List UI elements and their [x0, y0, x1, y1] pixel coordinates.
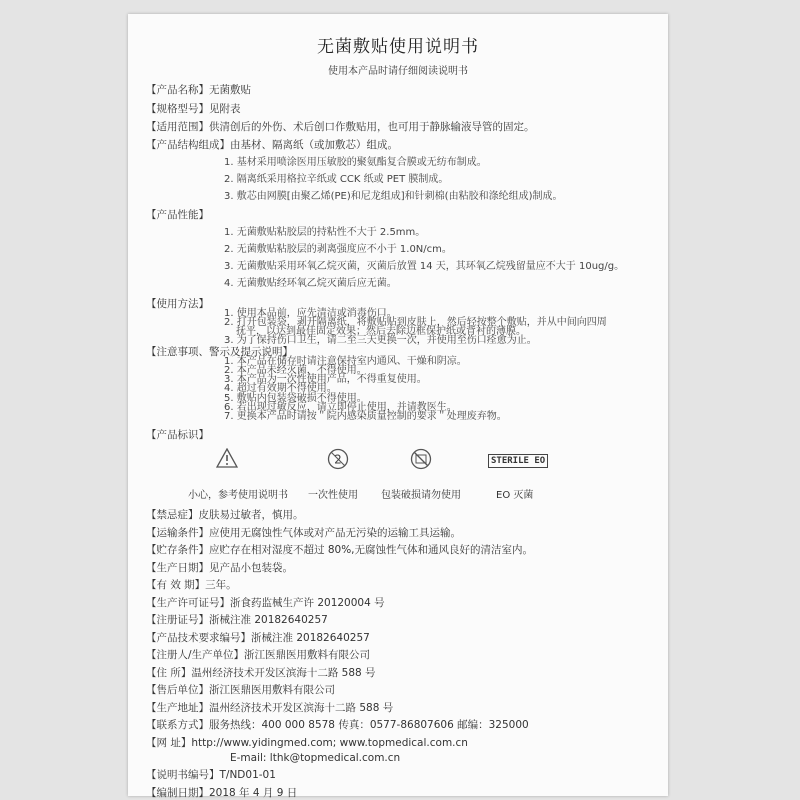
line-validity: 【有 效 期】三年。 [146, 579, 237, 591]
line-contraindication: 【禁忌症】皮肤易过敏者，慎用。 [146, 509, 304, 521]
line-use-2a: 2. 打开包装袋，剥开隔离纸，将敷贴贴到皮肤上，然后轻按整个敷贴，并从中间向四周 [224, 317, 607, 328]
caution-label: 小心，参考使用说明书 [188, 490, 288, 501]
line-notes: 【注意事项、警示及提示说明】 [146, 346, 293, 358]
line-note-6: 6. 若出现过敏反应，请立即停止使用，并请教医生。 [224, 402, 457, 413]
single-use-label: 一次性使用 [308, 490, 358, 501]
line-note-3: 3. 本产品为一次性使用产品，不得重复使用。 [224, 374, 427, 385]
line-structure: 【产品结构组成】由基材、隔离纸（或加敷芯）组成。 [146, 139, 398, 151]
line-compiled-date: 【编制日期】2018 年 4 月 9 日 [146, 787, 298, 799]
line-storage: 【贮存条件】应贮存在相对湿度不超过 80%,无腐蚀性气体和通风良好的清洁室内。 [146, 544, 534, 556]
line-perf-4: 4. 无菌敷贴经环氧乙烷灭菌后应无菌。 [224, 278, 397, 289]
line-production-address: 【生产地址】温州经济技术开发区滨海十二路 588 号 [146, 701, 394, 714]
line-email: E-mail: lthk@topmedical.com.cn [230, 751, 401, 764]
line-production-date: 【生产日期】见产品小包装袋。 [146, 561, 293, 574]
line-usage: 【使用方法】 [146, 298, 209, 310]
line-scope: 【适用范围】供清创后的外伤、术后创口作敷贴用，也可用于静脉输液导管的固定。 [146, 121, 535, 133]
line-perf-1: 1. 无菌敷贴粘胶层的持粘性不大于 2.5mm。 [224, 227, 426, 238]
line-transport: 【运输条件】应使用无腐蚀性气体或对产品无污染的运输工具运输。 [146, 526, 461, 539]
line-address: 【住 所】温州经济技术开发区滨海十二路 588 号 [146, 666, 376, 679]
line-marks: 【产品标识】 [146, 429, 209, 441]
line-structure-2: 2. 隔离纸采用格拉辛纸或 CCK 纸或 PET 膜制成。 [224, 174, 449, 185]
line-product-name: 【产品名称】无菌敷贴 [146, 84, 251, 96]
single-use-glyph: 2 [334, 452, 342, 467]
line-contact: 【联系方式】服务热线：400 000 8578 传真：0577-86807606 邮编：325000 [146, 719, 529, 731]
damaged-label: 包装破损请勿使用 [381, 490, 461, 501]
line-use-3: 3. 为了保持伤口卫生，请二至三天更换一次，并使用至伤口痊愈为止。 [224, 335, 537, 346]
line-production-license: 【生产许可证号】浙食药监械生产许 20120004 号 [146, 596, 385, 609]
line-website: 【网 址】http://www.yidingmed.com; www.topmedical.com.cn [146, 736, 468, 749]
line-structure-1: 1. 基材采用喷涂医用压敏胶的聚氨酯复合膜或无纺布制成。 [224, 157, 487, 168]
sheet-footer [128, 0, 668, 800]
document-subtitle: 使用本产品时请仔细阅读说明书 [328, 66, 468, 77]
line-perf-3: 3. 无菌敷贴采用环氧乙烷灭菌，灭菌后放置 14 天，其环氧乙烷残留量应不大于 10ug/g。 [224, 261, 625, 272]
line-use-2b: 抚平，以达到最佳固定效果；然后去除边框保护纸或背衬的薄膜。 [236, 326, 526, 337]
line-registration: 【注册证号】浙械注准 20182640257 [146, 614, 328, 626]
line-note-2: 2. 本产品未经灭菌，不得使用。 [224, 365, 367, 376]
line-note-7: 7. 更换本产品时请按＂院内感染质量控制的要求＂处理废弃物。 [224, 411, 507, 422]
line-manual-no: 【说明书编号】T/ND01-01 [146, 769, 276, 781]
document-title: 无菌敷贴使用说明书 [317, 37, 479, 57]
line-note-5: 5. 敷贴内包装袋破损不得使用。 [224, 393, 367, 404]
line-registrant: 【注册人/生产单位】浙江医鼎医用敷料有限公司 [146, 649, 371, 661]
line-model: 【规格型号】见附表 [146, 103, 241, 115]
line-note-4: 4. 超过有效期不得使用。 [224, 383, 337, 394]
sterile-label: EO 灭菌 [496, 490, 534, 501]
line-note-1: 1. 本产品在储存时请注意保持室内通风、干燥和阴凉。 [224, 356, 467, 367]
line-use-1: 1. 使用本品前，应先清洁或消毒伤口。 [224, 308, 397, 319]
line-structure-3: 3. 敷芯由网膜[由聚乙烯(PE)和尼龙组成]和针刺棉(由粘胶和涤纶组成)制成。 [224, 191, 563, 202]
line-tech-requirement: 【产品技术要求编号】浙械注准 20182640257 [146, 631, 370, 644]
line-perf-2: 2. 无菌敷贴粘胶层的剥离强度应不小于 1.0N/cm。 [224, 244, 452, 255]
line-after-sale: 【售后单位】浙江医鼎医用敷料有限公司 [146, 684, 335, 696]
sterile-eo-text: STERILE EO [488, 454, 548, 468]
line-performance: 【产品性能】 [146, 209, 209, 221]
